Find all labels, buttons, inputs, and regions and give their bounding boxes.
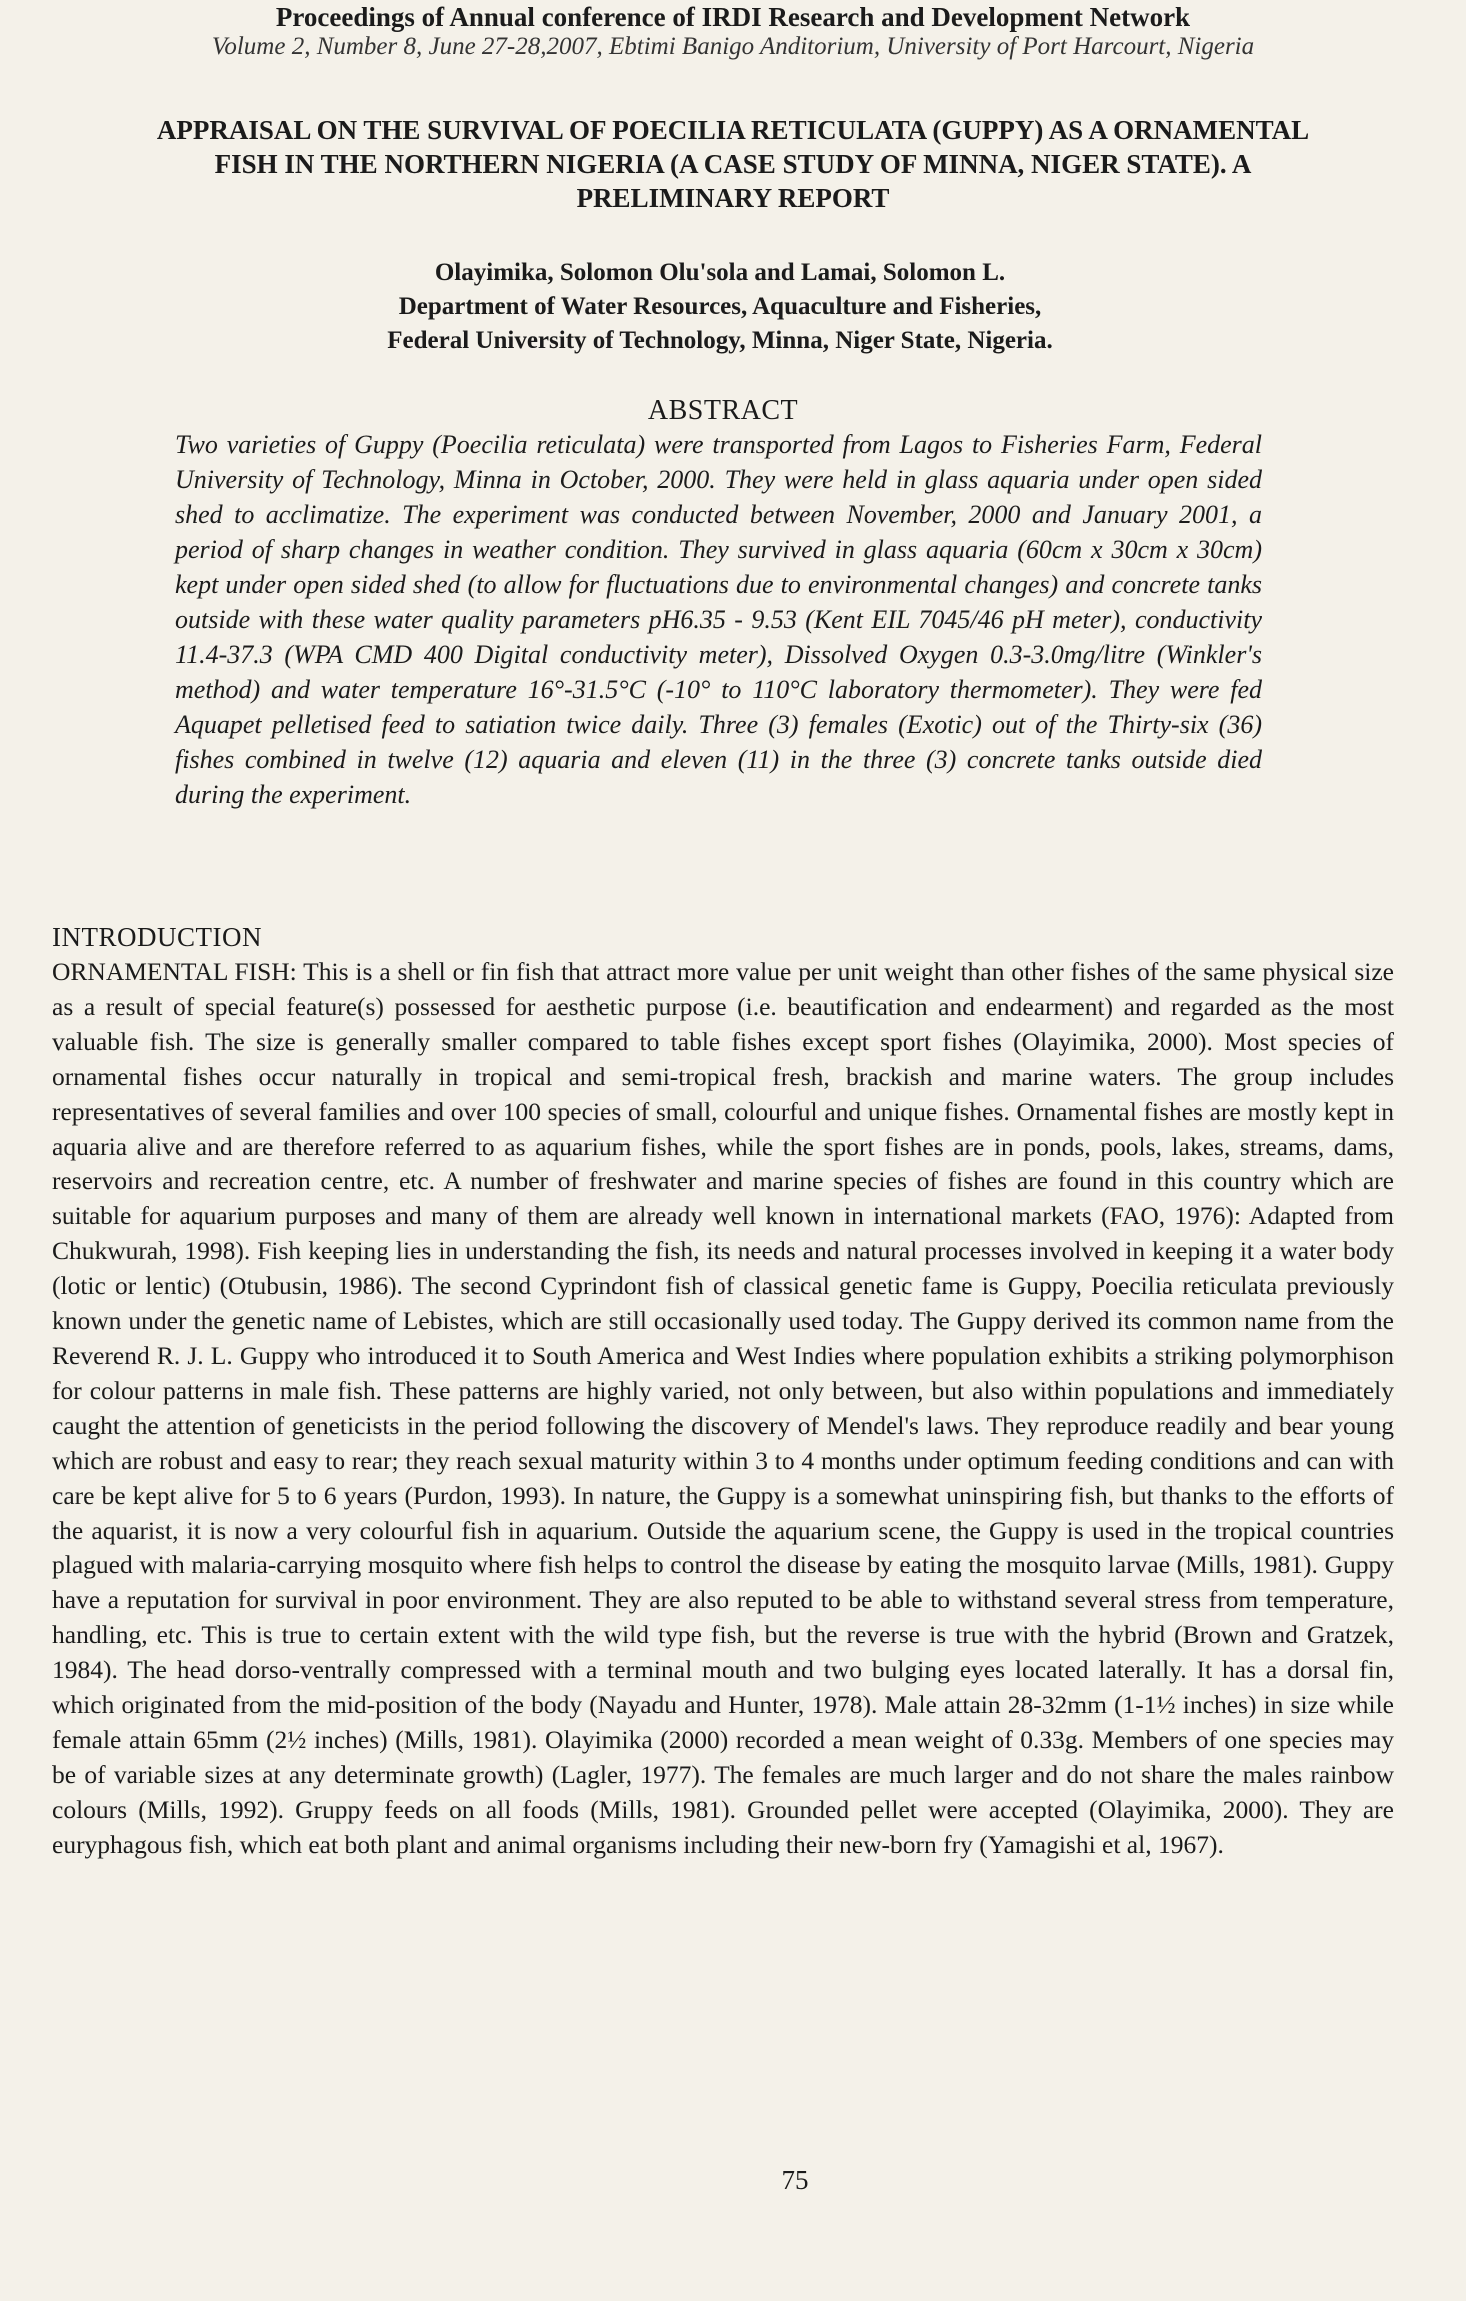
author-names: Olayimika, Solomon Olu'sola and Lamai, Solomon L. bbox=[434, 259, 1006, 286]
paper-title bbox=[40, 113, 1426, 215]
introduction-text: ORNAMENTAL FISH: This is a shell or fin fish that attract more value per unit weight than other fishes of the same physical size as a result of special feature(s) possessed for aesthetic purpose (i.e. beautification and endearment) and regarded as the most valuable fish. The size is generally smaller compared to table fishes except sport fishes (Olayimika, 2000). Most species of ornamental fishes occur naturally in tropical and semi-tropical fresh, brackish and marine waters. The group includes representatives of several families and over 100 species of small, colourful and unique fishes. Ornamental fishes are mostly kept in aquaria alive and are therefore referred to as aquarium fishes, while the sport fishes are in ponds, pools, lakes, streams, dams, reservoirs and recreation centre, etc. A number of freshwater and marine species of fishes are found in this country which are suitable for aquarium purposes and many of them are already well known in international markets (FAO, 1976): Adapted from Chukwurah, 1998). Fish keeping lies in understanding the fish, its needs and natural processes involved in keeping it a water body (lotic or lentic) (Otubusin, 1986). The second Cyprindont fish of classical genetic fame is Guppy, Poecilia reticulata previously known under the genetic name of Lebistes, which are still occasionally used today. The Guppy derived its common name from the Reverend R. J. L. Guppy who introduced it to South America and West Indies where population exhibits a striking polymorphison for colour patterns in male fish. These patterns are highly varied, not only between, but also within populations and immediately caught the attention of geneticists in the period following the discovery of Mendel's laws. They reproduce readily and bear young which are robust and easy to rear; they reach sexual maturity within 3 to 4 months under optimum feeding conditions and can with care be kept alive for 5 to 6 years (Purdon, 1993). In nature, the Guppy is a somewhat uninspiring fish, but thanks to the efforts of the aquarist, it is now a very colourful fish in aquarium. Outside the aquarium scene, the Guppy is used in the tropical countries plagued with malaria-carrying mosquito where fish helps to control the disease by eating the mosquito larvae (Mills, 1981). Guppy have a reputation for survival in poor environment. They are also reputed to be able to withstand several stress from temperature, handling, etc. This is true to certain extent with the wild type fish, but the reverse is true with the hybrid (Brown and Gratzek, 1984). The head dorso-ventrally compressed with a terminal mouth and two bulging eyes located laterally. It has a dorsal fin, which originated from the mid-position of the body (Nayadu and Hunter, 1978). Male attain 28-32mm (1-1½ inches) in size while female attain 65mm (2½ inches) (Mills, 1981). Olayimika (2000) recorded a mean weight of 0.33g. Members of one species may be of variable sizes at any determinate growth) (Lagler, 1977). The females are much larger and do not share the males rainbow colours (Mills, 1992). Gruppy feeds on all foods (Mills, 1981). Grounded pellet were accepted (Olayimika, 2000). They are euryphagous fish, which eat both plant and animal organisms including their new-born fry (Yamagishi et al, 1967). bbox=[52, 957, 1394, 1859]
author-institution: Federal University of Technology, Minna, Niger State, Nigeria. bbox=[387, 327, 1053, 354]
conference-details: Volume 2, Number 8, June 27-28,2007, Ebtimi Banigo Anditorium, University of Port Harcourt, Nigeria bbox=[211, 33, 1255, 60]
abstract-heading: ABSTRACT bbox=[647, 395, 799, 426]
title-line: FISH IN THE NORTHERN NIGERIA (A CASE STUDY OF MINNA, NIGER STATE). A bbox=[214, 149, 1252, 179]
introduction-heading: INTRODUCTION bbox=[52, 922, 262, 952]
title-line: APPRAISAL ON THE SURVIVAL OF POECILIA RETICULATA (GUPPY) AS A ORNAMENTAL bbox=[156, 115, 1310, 145]
title-line: PRELIMINARY REPORT bbox=[576, 183, 890, 213]
author-block bbox=[0, 256, 1440, 358]
author-affiliation: Department of Water Resources, Aquaculture and Fisheries, bbox=[398, 293, 1042, 320]
page-number: 75 bbox=[781, 2165, 809, 2195]
running-header: Proceedings of Annual conference of IRDI Research and Development Network bbox=[275, 2, 1191, 32]
abstract-text: Two varieties of Guppy (Poecilia reticulata) were transported from Lagos to Fisheries Farm, Federal University of Technology, Minna in October, 2000. They were held in glass aquaria under open sided shed to acclimatize. The experiment was conducted between November, 2000 and January 2001, a period of sharp changes in weather condition. They survived in glass aquaria (60cm x 30cm x 30cm) kept under open sided shed (to allow for fluctuations due to environmental changes) and concrete tanks outside with these water quality parameters pH6.35 - 9.53 (Kent EIL 7045/46 pH meter), conductivity 11.4-37.3 (WPA CMD 400 Digital conductivity meter), Dissolved Oxygen 0.3-3.0mg/litre (Winkler's method) and water temperature 16°-31.5°C (-10° to 110°C laboratory thermometer). They were fed Aquapet pelletised feed to satiation twice daily. Three (3) females (Exotic) out of the Thirty-six (36) fishes combined in twelve (12) aquaria and eleven (11) in the three (3) concrete tanks outside died during the experiment. bbox=[175, 430, 1262, 809]
